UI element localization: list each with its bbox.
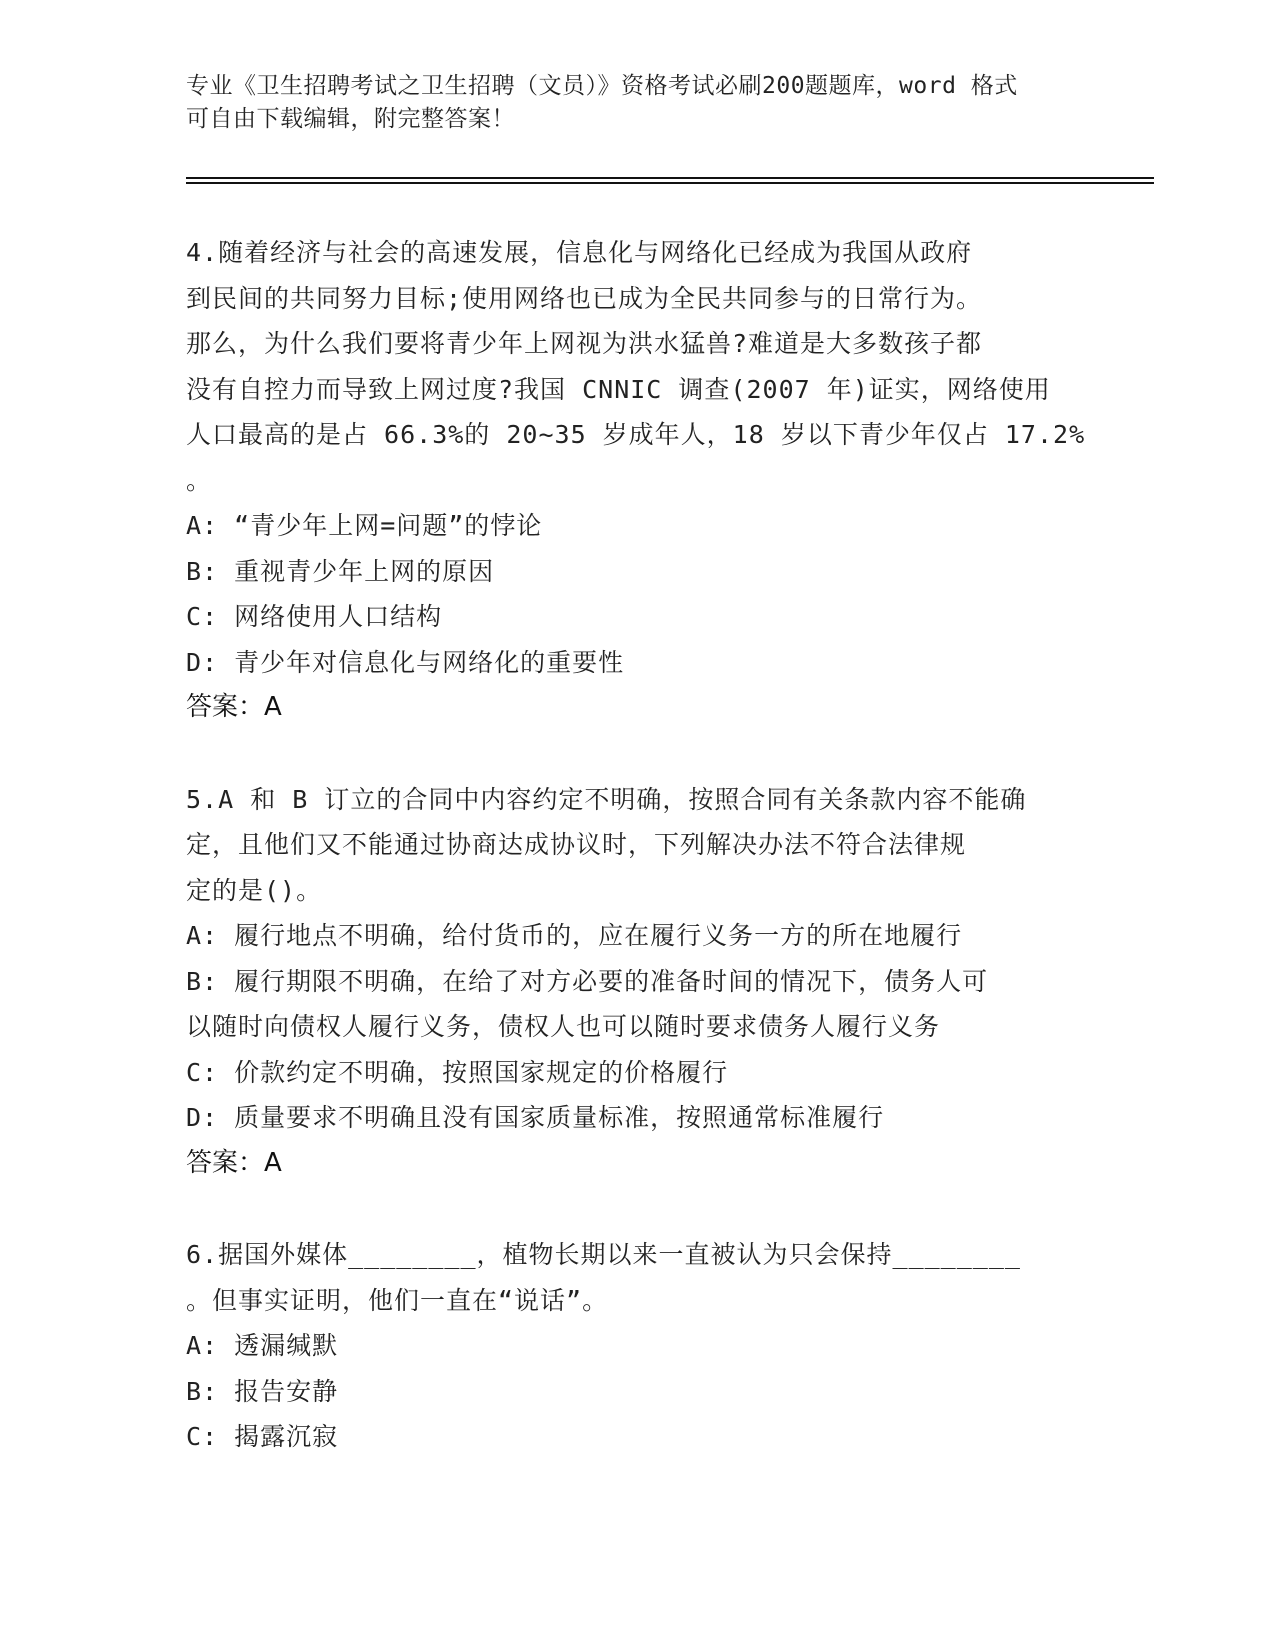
option-b: B: 履行期限不明确，在给了对方必要的准备时间的情况下，债务人可	[186, 966, 989, 996]
header-title-line-2: 可自由下载编辑，附完整答案！	[186, 106, 515, 132]
header-divider-bottom	[186, 182, 1154, 184]
header-divider-top	[186, 177, 1154, 179]
question-stem-line: 没有自控力而导致上网过度?我国 CNNIC 调查(2007 年)证实，网络使用	[186, 374, 1051, 404]
question-6	[186, 1232, 1086, 1460]
question-list	[186, 230, 1086, 1460]
question-stem-line: 人口最高的是占 66.3%的 20~35 岁成年人，18 岁以下青少年仅占 17.2%	[186, 420, 1086, 449]
question-stem-line: 到民间的共同努力目标;使用网络也已成为全民共同参与的日常行为。	[186, 283, 983, 313]
question-4	[186, 230, 1086, 731]
option-b: B: 重视青少年上网的原因	[186, 556, 495, 586]
option-c: C: 揭露沉寂	[186, 1422, 339, 1451]
question-stem-line: 定的是()。	[186, 875, 323, 905]
answer-line: 答案：A	[186, 692, 282, 722]
question-stem-line: 。但事实证明，他们一直在“说话”。	[186, 1285, 609, 1315]
question-stem-line: 5.A 和 B 订立的合同中内容约定不明确，按照合同有关条款内容不能确	[186, 784, 1027, 814]
question-stem-line: 那么，为什么我们要将青少年上网视为洪水猛兽?难道是大多数孩子都	[186, 329, 983, 358]
question-stem-line: 6.据国外媒体________，植物长期以来一直被认为只会保持________	[186, 1240, 1021, 1269]
option-a: A: 透漏缄默	[186, 1331, 339, 1360]
question-spacer	[186, 1186, 1086, 1232]
question-spacer	[186, 731, 1086, 777]
option-a: A: 履行地点不明确，给付货币的，应在履行义务一方的所在地履行	[186, 921, 963, 950]
option-a: A: “青少年上网=问题”的悖论	[186, 511, 543, 540]
question-stem-line: 4.随着经济与社会的高速发展，信息化与网络化已经成为我国从政府	[186, 238, 973, 267]
option-c: C: 网络使用人口结构	[186, 602, 443, 631]
question-stem-line: 定，且他们又不能通过协商达成协议时，下列解决办法不符合法律规	[186, 830, 967, 859]
question-stem-line: 。	[186, 465, 213, 495]
option-b-continued: 以随时向债权人履行义务，债权人也可以随时要求债务人履行义务	[186, 1012, 941, 1041]
question-5	[186, 777, 1086, 1187]
option-c: C: 价款约定不明确，按照国家规定的价格履行	[186, 1057, 729, 1087]
header-title-line-1: 专业《卫生招聘考试之卫生招聘（文员）》资格考试必刷200题题库，word 格式	[186, 73, 1018, 99]
option-d: D: 质量要求不明确且没有国家质量标准，按照通常标准履行	[186, 1103, 885, 1132]
option-d: D: 青少年对信息化与网络化的重要性	[186, 647, 625, 677]
option-b: B: 报告安静	[186, 1376, 339, 1406]
answer-line: 答案：A	[186, 1147, 282, 1178]
document-header	[186, 70, 1086, 136]
